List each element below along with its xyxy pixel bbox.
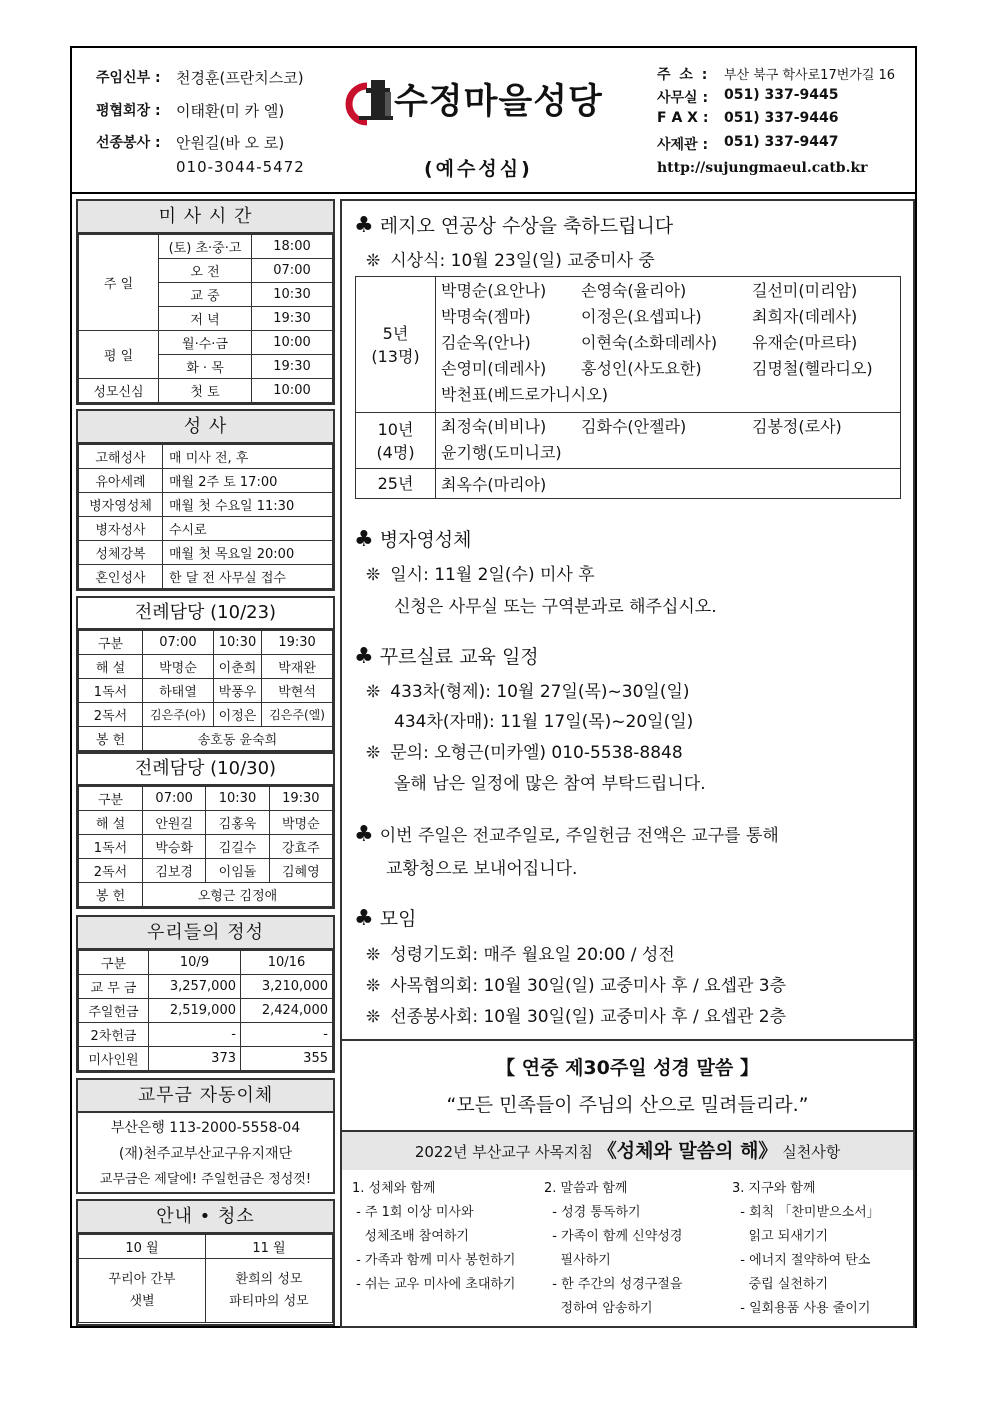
notice-title: 안내 • 청소: [78, 1201, 333, 1234]
awardee: 이현숙(소화데레사): [581, 333, 718, 352]
club-icon: ♣: [354, 527, 374, 552]
sacrament-name: 병자영성체: [79, 493, 163, 517]
cursillo-title: 꾸르실료 교육 일정: [379, 646, 539, 668]
pastoral-line: - 성경 통독하기: [544, 1205, 641, 1220]
offering-value: 3,257,000: [149, 975, 241, 999]
fax-number: 051) 337-9446: [724, 110, 839, 126]
cursillo-line: [366, 677, 690, 702]
sacrament-name: 성체강복: [79, 541, 163, 565]
month-label: 11 월: [206, 1235, 333, 1259]
award-count: (4명): [376, 442, 415, 462]
liturgy-cell: 안원길: [143, 811, 206, 835]
awardee: 손영숙(율리아): [581, 281, 687, 300]
awardee: 김봉정(로사): [752, 417, 842, 436]
sacrament-desc: 수시로: [163, 517, 333, 541]
club-icon: ♣: [354, 213, 374, 238]
mass-time: 18:00: [252, 235, 333, 259]
scripture-box: [342, 1039, 913, 1130]
liturgy-role: 2독서: [79, 703, 143, 727]
liturgy-cell: 김보경: [143, 859, 206, 883]
awardee: 김화수(안젤라): [581, 417, 687, 436]
awardee: 홍성인(사도요한): [581, 359, 702, 378]
offering-value: 2,424,000: [241, 999, 333, 1023]
awardee: 박명순(요안나): [441, 281, 547, 300]
sacraments-title: 성 사: [78, 411, 333, 444]
liturgy-head: 구분: [79, 631, 143, 655]
office-label: 사무실 :: [657, 90, 709, 106]
scripture-title: 【 연중 제30주일 성경 말씀 】: [496, 1057, 759, 1079]
cleaning-group: 꾸리아 간부: [108, 1271, 176, 1287]
bulletin-page: [70, 46, 917, 1328]
sacrament-name: 유아세례: [79, 469, 163, 493]
sacrament-desc: 한 달 전 사무실 접수: [163, 565, 333, 589]
mission-text-2: 교황청으로 보내어집니다.: [386, 859, 578, 879]
award-years: 25년: [377, 474, 414, 493]
sacrament-name: 혼인성사: [79, 565, 163, 589]
liturgy-title: 전례담당 (10/30): [78, 754, 333, 786]
parish-subtitle: (예수성심): [424, 158, 533, 180]
sacraments-box: [76, 409, 335, 591]
award-count: (13명): [371, 346, 420, 366]
mission-sunday-note: [354, 821, 779, 847]
meeting-item: [366, 1002, 786, 1027]
award-table: [355, 276, 901, 499]
offering-head: 구분: [79, 951, 149, 975]
meetings-heading: [354, 904, 416, 931]
address: 부산 북구 학사로17번가길 16: [724, 68, 896, 83]
awardee: 박명숙(젬마): [441, 307, 531, 326]
meeting-item: [366, 940, 675, 965]
sacrament-desc: 매월 2주 토 17:00: [163, 469, 333, 493]
club-icon: ♣: [354, 644, 374, 669]
mass-time: 19:30: [252, 307, 333, 331]
transfer-box: [76, 1078, 335, 1194]
cleaning-group: 샛별: [129, 1293, 155, 1309]
pastoral-line: 3. 지구와 함께: [732, 1181, 816, 1196]
liturgy-role: 봉 헌: [79, 883, 143, 907]
weekday-label: 평 일: [79, 331, 159, 379]
liturgy-cell: 이임돌: [206, 859, 269, 883]
monthly-label: 성모신심: [79, 379, 159, 403]
mass-time: 07:00: [252, 259, 333, 283]
pastoral-col-earth: [732, 1177, 880, 1321]
offering-label: 교 무 금: [79, 975, 149, 999]
awardee: 최희자(데레사): [752, 307, 858, 326]
liturgy-head: 07:00: [143, 787, 206, 811]
liturgy-head: 구분: [79, 787, 143, 811]
mass-day: 교 중: [159, 283, 252, 307]
award-years: 10년: [377, 419, 414, 439]
office-phone: 051) 337-9445: [724, 87, 839, 103]
awardee: 길선미(미리암): [752, 281, 858, 300]
liturgy-cell: 박풍우: [213, 679, 261, 703]
liturgy-cell: 박명순: [269, 811, 332, 835]
asterisk-icon: ❊: [366, 565, 381, 585]
cursillo-contact-text: 문의: 오형근(미카엘) 010-5538-8848: [390, 743, 683, 763]
meeting-text: 성령기도회: 매주 월요일 20:00 / 성전: [390, 945, 675, 965]
mass-time: 19:30: [252, 355, 333, 379]
sick-title: 병자영성체: [379, 529, 472, 551]
pastoral-line: - 쉬는 교우 미사에 초대하기: [352, 1277, 516, 1292]
pastor-name: 천경훈(프란치스코): [176, 69, 304, 87]
pastoral-line: 읽고 되새기기: [732, 1229, 829, 1244]
liturgy-title: 전례담당 (10/23): [78, 598, 333, 630]
mass-day: 첫 토: [159, 379, 252, 403]
sick-line: [366, 560, 595, 585]
mass-day: 월·수·금: [159, 331, 252, 355]
offering-label: 미사인원: [79, 1047, 149, 1071]
awardee: 윤기행(도미니코): [441, 443, 562, 462]
award-ceremony-text: 시상식: 10월 23일(일) 교중미사 중: [390, 251, 655, 271]
liturgy-box-1030: [76, 752, 335, 909]
meetings-title: 모임: [379, 908, 417, 930]
offertory-names: 오형근 김정애: [143, 883, 333, 907]
pastoral-line: 정하여 암송하기: [544, 1301, 653, 1316]
evang-phone: 010-3044-5472: [176, 158, 305, 176]
mass-time: 10:00: [252, 379, 333, 403]
mass-day: (토) 초·중·고: [159, 235, 252, 259]
notice-cleaning-box: [76, 1199, 335, 1326]
council-name: 이태환(미 카 엘): [176, 102, 285, 120]
cursillo-heading: [354, 642, 539, 669]
meeting-text: 선종봉사회: 10월 30일(일) 교중미사 후 / 요셉관 2층: [390, 1007, 787, 1027]
liturgy-cell: 김은주(엘): [262, 703, 333, 727]
council-label: 평협회장 :: [96, 103, 161, 119]
pastoral-line: - 일회용품 사용 줄이기: [732, 1301, 871, 1316]
cursillo-request: 올해 남은 일정에 많은 참여 부탁드립니다.: [394, 774, 706, 794]
mission-text: 이번 주일은 전교주일로, 주일헌금 전액은 교구를 통해: [379, 826, 779, 846]
liturgy-cell: 하태열: [143, 679, 214, 703]
pastoral-line: 2. 말씀과 함께: [544, 1181, 628, 1196]
cursillo-contact: [366, 738, 683, 763]
mass-times-box: [76, 199, 335, 405]
evang-name: 안원길(바 오 로): [176, 134, 285, 152]
sick-heading: [354, 525, 472, 552]
cleaning-group: 파티마의 성모: [229, 1293, 309, 1309]
liturgy-cell: 박명순: [143, 655, 214, 679]
sacrament-name: 병자성사: [79, 517, 163, 541]
mass-day: 화 · 목: [159, 355, 252, 379]
account-holder: (재)천주교부산교구유지재단: [118, 1146, 293, 1162]
pastoral-title-main: 《성체와 말씀의 해》: [597, 1140, 778, 1162]
pastoral-title-pre: 2022년 부산교구 사목지침: [414, 1143, 593, 1161]
rectory-phone: 051) 337-9447: [724, 134, 839, 150]
liturgy-head: 10:30: [206, 787, 269, 811]
offering-box: [76, 915, 335, 1073]
pastoral-guidelines-box: [342, 1130, 913, 1326]
offering-value: -: [241, 1023, 333, 1047]
awardee: 이정은(요셉피나): [581, 307, 702, 326]
liturgy-role: 1독서: [79, 835, 143, 859]
transfer-title: 교무금 자동이체: [78, 1080, 333, 1113]
scripture-text: “모든 민족들이 주님의 산으로 밀려들리라.”: [446, 1094, 809, 1116]
asterisk-icon: ❊: [366, 743, 381, 763]
mass-times-title: 미 사 시 간: [78, 201, 333, 234]
notice-table: [78, 1234, 333, 1323]
pastoral-col-eucharist: [352, 1177, 516, 1297]
pastor-label: 주임신부 :: [96, 70, 161, 86]
mass-times-table: [78, 234, 333, 403]
liturgy-cell: 이춘희: [213, 655, 261, 679]
mass-day: 오 전: [159, 259, 252, 283]
announcements-panel: [340, 199, 915, 1328]
sacrament-desc: 매월 첫 수요일 11:30: [163, 493, 333, 517]
bank-account: 부산은행 113-2000-5558-04: [110, 1120, 301, 1136]
mass-time: 10:30: [252, 283, 333, 307]
pastoral-line: - 주 1회 이상 미사와: [352, 1205, 474, 1220]
offertory-names: 송호동 윤숙희: [143, 727, 333, 751]
asterisk-icon: ❊: [366, 251, 381, 271]
cursillo-434: 434차(자매): 11월 17일(목)~20일(일): [394, 712, 694, 732]
awardee: 김순옥(안나): [441, 333, 531, 352]
pastoral-line: - 에너지 절약하여 탄소: [732, 1253, 871, 1268]
month-label: 10 월: [79, 1235, 206, 1259]
liturgy-table: [78, 630, 333, 751]
sacrament-desc: 매월 첫 목요일 20:00: [163, 541, 333, 565]
liturgy-role: 해 설: [79, 655, 143, 679]
offering-label: 2차헌금: [79, 1023, 149, 1047]
rectory-label: 사제관 :: [657, 137, 709, 153]
transfer-note: 교무금은 제달에! 주일헌금은 정성껏!: [99, 1172, 312, 1187]
liturgy-cell: 이정은: [213, 703, 261, 727]
liturgy-role: 해 설: [79, 811, 143, 835]
liturgy-role: 2독서: [79, 859, 143, 883]
offering-value: 373: [149, 1047, 241, 1071]
offering-label: 주일헌금: [79, 999, 149, 1023]
liturgy-head: 07:00: [143, 631, 214, 655]
liturgy-cell: 박현석: [262, 679, 333, 703]
offering-head: 10/9: [149, 951, 241, 975]
meeting-item: [366, 971, 786, 996]
mass-day: 저 녁: [159, 307, 252, 331]
liturgy-head: 19:30: [262, 631, 333, 655]
liturgy-cell: 김길수: [206, 835, 269, 859]
awardee: 박천표(베드로가니시오): [441, 385, 609, 404]
awardee: 손영미(데레사): [441, 359, 547, 378]
sacrament-name: 고해성사: [79, 445, 163, 469]
pastoral-line: - 가족이 함께 신약성경: [544, 1229, 683, 1244]
award-heading: [354, 211, 673, 238]
meeting-text: 사목협의회: 10월 30일(일) 교중미사 후 / 요셉관 3층: [390, 976, 787, 996]
pastoral-line: - 한 주간의 성경구절을: [544, 1277, 683, 1292]
offering-value: 355: [241, 1047, 333, 1071]
liturgy-cell: 박재완: [262, 655, 333, 679]
pastoral-line: 성체조배 참여하기: [352, 1229, 469, 1244]
liturgy-role: 1독서: [79, 679, 143, 703]
asterisk-icon: ❊: [366, 1007, 381, 1027]
offering-value: 2,519,000: [149, 999, 241, 1023]
offering-head: 10/16: [241, 951, 333, 975]
sacrament-desc: 매 미사 전, 후: [163, 445, 333, 469]
sacraments-table: [78, 444, 333, 589]
asterisk-icon: ❊: [366, 976, 381, 996]
liturgy-head: 10:30: [213, 631, 261, 655]
offering-value: -: [149, 1023, 241, 1047]
liturgy-head: 19:30: [269, 787, 332, 811]
awardee: 최옥수(마리아): [441, 475, 547, 494]
awardee: 김명철(헬라디오): [752, 359, 873, 378]
offering-value: 3,210,000: [241, 975, 333, 999]
pastoral-line: - 가족과 함께 미사 봉헌하기: [352, 1253, 516, 1268]
pastoral-line: 필사하기: [544, 1253, 611, 1268]
awardee: 최정숙(비비나): [441, 417, 547, 436]
sick-apply: 신청은 사무실 또는 구역분과로 해주십시오.: [394, 597, 717, 617]
liturgy-box-1023: [76, 596, 335, 753]
website-link[interactable]: http://sujungmaeul.catb.kr: [657, 160, 868, 176]
asterisk-icon: ❊: [366, 682, 381, 702]
offering-table: [78, 950, 333, 1071]
offering-title: 우리들의 정성: [78, 917, 333, 950]
pastoral-line: 1. 성체와 함께: [352, 1181, 436, 1196]
liturgy-cell: 박승화: [143, 835, 206, 859]
club-icon: ♣: [354, 906, 374, 931]
pastoral-line: 중립 실천하기: [732, 1277, 829, 1292]
club-icon: ♣: [354, 822, 374, 847]
cleaning-group: 환희의 성모: [235, 1271, 303, 1287]
liturgy-table: [78, 786, 333, 907]
sunday-label: 주 일: [79, 235, 159, 331]
liturgy-cell: 강효주: [269, 835, 332, 859]
pastoral-title-post: 실천사항: [782, 1143, 841, 1161]
asterisk-icon: ❊: [366, 945, 381, 965]
award-title: 레지오 연공상 수상을 축하드립니다: [379, 215, 674, 237]
award-ceremony: [366, 246, 655, 271]
church-name: 수정마을성당: [394, 82, 603, 122]
awardee: 유재순(마르타): [752, 333, 858, 352]
bulletin-header: [72, 48, 915, 194]
liturgy-cell: 김홍욱: [206, 811, 269, 835]
evang-label: 선종봉사 :: [96, 135, 161, 151]
liturgy-cell: 김혜영: [269, 859, 332, 883]
cursillo-433: 433차(형제): 10월 27일(목)~30일(일): [390, 682, 690, 702]
liturgy-role: 봉 헌: [79, 727, 143, 751]
mass-time: 10:00: [252, 331, 333, 355]
award-years: 5년: [382, 323, 409, 343]
liturgy-cell: 김은주(아): [143, 703, 214, 727]
sick-date: 일시: 11월 2일(수) 미사 후: [390, 565, 595, 585]
address-label: 주 소 :: [657, 67, 710, 83]
fax-label: F A X :: [657, 110, 709, 126]
pastoral-title: [342, 1132, 913, 1170]
pastoral-line: - 회칙 「찬미받으소서」: [732, 1205, 880, 1220]
pastoral-col-word: [544, 1177, 682, 1321]
